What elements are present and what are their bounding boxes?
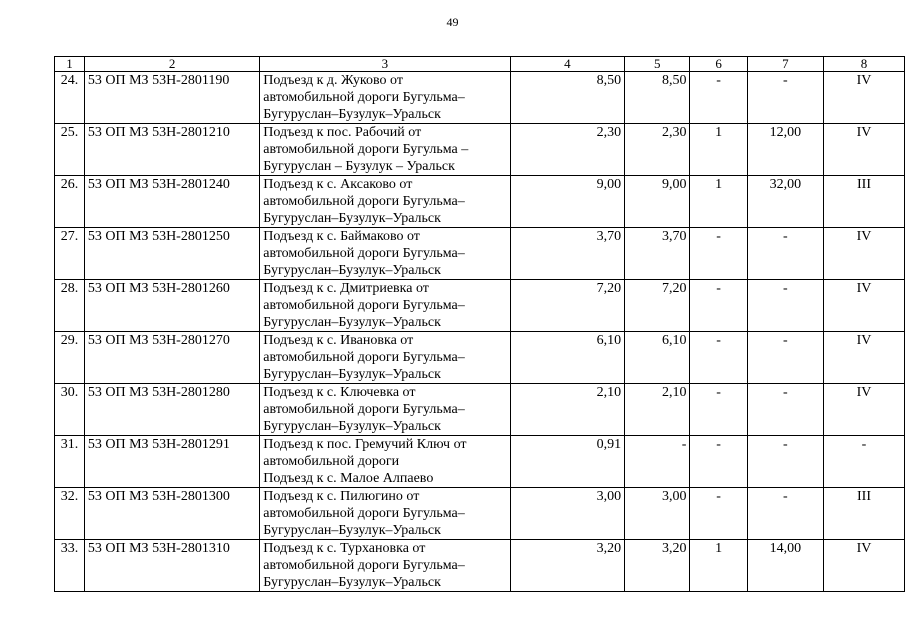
- column-6-value: 1: [690, 540, 747, 592]
- road-name-line: Подъезд к с. Малое Алпаево: [263, 471, 434, 486]
- column-header: 3: [260, 57, 510, 72]
- column-6-value: 1: [690, 124, 747, 176]
- road-name-line: Подъезд к с. Ивановка от: [263, 333, 414, 348]
- column-header: 7: [747, 57, 823, 72]
- road-code: 53 ОП МЗ 53Н-2801270: [84, 332, 259, 384]
- row-number: 28.: [55, 280, 85, 332]
- column-6-value: -: [690, 436, 747, 488]
- road-name-line: Подъезд к с. Пилюгино от: [263, 489, 420, 504]
- road-name-line: Бугуруслан–Бузулук–Уральск: [263, 315, 441, 330]
- table-row: [55, 540, 905, 592]
- row-number: 26.: [55, 176, 85, 228]
- road-name-line: Подъезд к с. Ключевка от: [263, 385, 416, 400]
- road-name-line: автомобильной дороги Бугульма–: [263, 558, 465, 573]
- column-4-value: 7,20: [510, 280, 625, 332]
- column-5-value: 2,10: [625, 384, 690, 436]
- column-7-value: 32,00: [747, 176, 823, 228]
- road-name: [260, 384, 510, 436]
- column-header: 8: [824, 57, 905, 72]
- column-4-value: 9,00: [510, 176, 625, 228]
- road-name-line: Подъезд к с. Аксаково от: [263, 177, 413, 192]
- road-name-line: автомобильной дороги Бугульма–: [263, 506, 465, 521]
- column-5-value: -: [625, 436, 690, 488]
- table-row: [55, 488, 905, 540]
- road-name-line: автомобильной дороги Бугульма–: [263, 246, 465, 261]
- road-name: [260, 124, 510, 176]
- row-number: 31.: [55, 436, 85, 488]
- road-name: [260, 436, 510, 488]
- road-name: [260, 540, 510, 592]
- road-name-line: Подъезд к с. Баймаково от: [263, 229, 420, 244]
- column-8-value: IV: [824, 72, 905, 124]
- table-row: [55, 384, 905, 436]
- column-header: 5: [625, 57, 690, 72]
- table-row: [55, 176, 905, 228]
- column-5-value: 6,10: [625, 332, 690, 384]
- row-number: 30.: [55, 384, 85, 436]
- column-5-value: 2,30: [625, 124, 690, 176]
- column-7-value: -: [747, 72, 823, 124]
- road-name-line: Бугуруслан–Бузулук–Уральск: [263, 523, 441, 538]
- road-name-line: автомобильной дороги Бугульма–: [263, 402, 465, 417]
- column-7-value: -: [747, 280, 823, 332]
- column-7-value: -: [747, 384, 823, 436]
- column-4-value: 3,00: [510, 488, 625, 540]
- road-name-line: Бугуруслан–Бузулук–Уральск: [263, 575, 441, 590]
- road-name-line: Бугуруслан–Бузулук–Уральск: [263, 263, 441, 278]
- column-4-value: 2,30: [510, 124, 625, 176]
- road-name: [260, 280, 510, 332]
- road-name: [260, 332, 510, 384]
- column-8-value: IV: [824, 384, 905, 436]
- column-8-value: -: [824, 436, 905, 488]
- table-row: [55, 72, 905, 124]
- column-6-value: -: [690, 332, 747, 384]
- column-4-value: 3,20: [510, 540, 625, 592]
- table-row: [55, 436, 905, 488]
- table-row: [55, 228, 905, 280]
- column-header: 1: [55, 57, 85, 72]
- table-row: [55, 280, 905, 332]
- column-7-value: 14,00: [747, 540, 823, 592]
- road-name: [260, 72, 510, 124]
- row-number: 27.: [55, 228, 85, 280]
- column-4-value: 2,10: [510, 384, 625, 436]
- column-7-value: -: [747, 332, 823, 384]
- road-code: 53 ОП МЗ 53Н-2801250: [84, 228, 259, 280]
- road-name: [260, 228, 510, 280]
- row-number: 25.: [55, 124, 85, 176]
- column-4-value: 0,91: [510, 436, 625, 488]
- column-5-value: 8,50: [625, 72, 690, 124]
- row-number: 29.: [55, 332, 85, 384]
- column-6-value: 1: [690, 176, 747, 228]
- road-code: 53 ОП МЗ 53Н-2801300: [84, 488, 259, 540]
- table-row: [55, 124, 905, 176]
- column-8-value: IV: [824, 540, 905, 592]
- road-name-line: автомобильной дороги: [263, 454, 400, 469]
- road-name-line: Бугуруслан–Бузулук–Уральск: [263, 107, 441, 122]
- road-code: 53 ОП МЗ 53Н-2801280: [84, 384, 259, 436]
- column-6-value: -: [690, 228, 747, 280]
- road-name-line: автомобильной дороги Бугульма–: [263, 298, 465, 313]
- road-name-line: автомобильной дороги Бугульма –: [263, 142, 469, 157]
- column-header: 2: [84, 57, 259, 72]
- road-name-line: автомобильной дороги Бугульма–: [263, 350, 465, 365]
- road-name-line: автомобильной дороги Бугульма–: [263, 194, 465, 209]
- road-code: 53 ОП МЗ 53Н-2801291: [84, 436, 259, 488]
- header-row: [55, 57, 905, 72]
- column-5-value: 7,20: [625, 280, 690, 332]
- road-code: 53 ОП МЗ 53Н-2801190: [84, 72, 259, 124]
- road-name-line: Подъезд к с. Дмитриевка от: [263, 281, 429, 296]
- road-name-line: Бугуруслан–Бузулук–Уральск: [263, 211, 441, 226]
- road-code: 53 ОП МЗ 53Н-2801240: [84, 176, 259, 228]
- column-6-value: -: [690, 384, 747, 436]
- road-code: 53 ОП МЗ 53Н-2801260: [84, 280, 259, 332]
- road-name-line: Бугуруслан–Бузулук–Уральск: [263, 419, 441, 434]
- column-7-value: 12,00: [747, 124, 823, 176]
- column-8-value: IV: [824, 332, 905, 384]
- column-8-value: III: [824, 176, 905, 228]
- road-name-line: Бугуруслан – Бузулук – Уральск: [263, 159, 455, 174]
- road-code: 53 ОП МЗ 53Н-2801210: [84, 124, 259, 176]
- page-number: 49: [446, 15, 459, 29]
- table-row: [55, 332, 905, 384]
- column-header: 6: [690, 57, 747, 72]
- road-code: 53 ОП МЗ 53Н-2801310: [84, 540, 259, 592]
- column-7-value: -: [747, 436, 823, 488]
- column-7-value: -: [747, 488, 823, 540]
- column-4-value: 3,70: [510, 228, 625, 280]
- column-header: 4: [510, 57, 625, 72]
- road-name: [260, 176, 510, 228]
- road-name-line: автомобильной дороги Бугульма–: [263, 90, 465, 105]
- road-name-line: Бугуруслан–Бузулук–Уральск: [263, 367, 441, 382]
- row-number: 24.: [55, 72, 85, 124]
- road-name-line: Подъезд к д. Жуково от: [263, 73, 403, 88]
- column-8-value: IV: [824, 124, 905, 176]
- column-6-value: -: [690, 488, 747, 540]
- column-5-value: 3,00: [625, 488, 690, 540]
- column-6-value: -: [690, 72, 747, 124]
- column-8-value: III: [824, 488, 905, 540]
- column-5-value: 3,70: [625, 228, 690, 280]
- road-name: [260, 488, 510, 540]
- road-name-line: Подъезд к пос. Гремучий Ключ от: [263, 437, 467, 452]
- row-number: 33.: [55, 540, 85, 592]
- road-name-line: Подъезд к пос. Рабочий от: [263, 125, 422, 140]
- column-8-value: IV: [824, 280, 905, 332]
- column-7-value: -: [747, 228, 823, 280]
- column-6-value: -: [690, 280, 747, 332]
- column-5-value: 3,20: [625, 540, 690, 592]
- road-name-line: Подъезд к с. Турхановка от: [263, 541, 426, 556]
- column-4-value: 8,50: [510, 72, 625, 124]
- road-registry-table: [54, 56, 905, 592]
- column-8-value: IV: [824, 228, 905, 280]
- row-number: 32.: [55, 488, 85, 540]
- column-4-value: 6,10: [510, 332, 625, 384]
- column-5-value: 9,00: [625, 176, 690, 228]
